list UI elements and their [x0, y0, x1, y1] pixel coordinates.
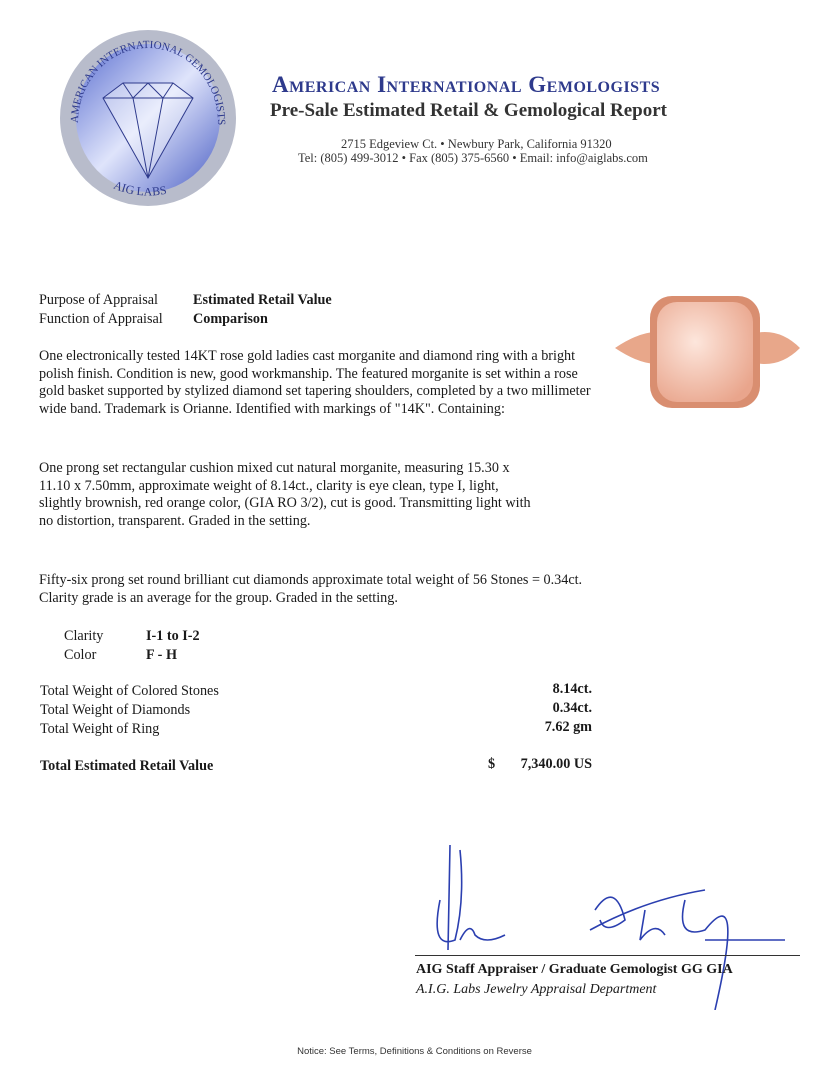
clarity-label: Clarity — [64, 628, 104, 644]
colored-stones-weight-value: 8.14ct. — [552, 681, 592, 697]
function-label: Function of Appraisal — [39, 311, 163, 327]
color-value: F - H — [146, 647, 177, 663]
diamonds-weight-label: Total Weight of Diamonds — [40, 702, 191, 718]
svg-text:AIG LABS: AIG LABS — [111, 177, 168, 199]
retail-value-label: Total Estimated Retail Value — [40, 758, 214, 774]
diamonds-description: Fifty-six prong set round brilliant cut diamonds approximate total weight of 56 Stones = 0.34ct. Clarity grade is an average for the group. Graded in the setting. — [39, 572, 583, 606]
ring-description: One electronically tested 14KT rose gold ladies cast morganite and diamond ring with a bright polish finish. Condition is new, good workmanship. The featured morganite is set within a rose gold basket supported by stylized diamond set tapering shoulders, completed by a two millimeter wide band. Trademark is Orianne. Identified with markings of "14K". Containing: — [39, 348, 591, 417]
appraisal-department: A.I.G. Labs Jewelry Appraisal Department — [416, 982, 657, 997]
colored-stones-weight-label: Total Weight of Colored Stones — [40, 683, 219, 699]
function-value: Comparison — [193, 311, 268, 327]
aig-labs-seal-logo — [58, 28, 238, 208]
report-title: Pre-Sale Estimated Retail & Gemological Report — [270, 100, 667, 121]
ring-weight-value: 7.62 gm — [544, 719, 592, 735]
color-label: Color — [64, 647, 97, 663]
retail-value: 7,340.00 US — [520, 756, 592, 772]
purpose-value: Estimated Retail Value — [193, 292, 332, 308]
purpose-label: Purpose of Appraisal — [39, 292, 158, 308]
company-address: 2715 Edgeview Ct. • Newbury Park, California 91320 — [341, 137, 612, 151]
appraiser-title: AIG Staff Appraiser / Graduate Gemologist GG GIA — [416, 962, 733, 977]
currency-symbol: $ — [488, 756, 496, 772]
ring-weight-label: Total Weight of Ring — [40, 721, 160, 737]
diamonds-weight-value: 0.34ct. — [552, 700, 592, 716]
signature-line — [415, 955, 800, 956]
morganite-description: One prong set rectangular cushion mixed cut natural morganite, measuring 15.30 x 11.10 x 7.50mm, approximate weight of 8.14ct., clarity is eye clean, type I, light, slightly brownish, red orange color, (GIA RO 3/2), cut is good. Transmitting light with no distortion, transparent. Graded in the setting. — [39, 460, 531, 529]
footer-notice: Notice: See Terms, Definitions & Conditions on Reverse — [297, 1046, 532, 1057]
ring-photo — [605, 288, 805, 413]
clarity-value: I-1 to I-2 — [146, 628, 200, 644]
company-contact: Tel: (805) 499-3012 • Fax (805) 375-6560 • Email: info@aiglabs.com — [298, 151, 648, 165]
svg-text:AMERICAN INTERNATIONAL GEMOLOG: AMERICAN INTERNATIONAL GEMOLOGISTS — [68, 38, 228, 126]
company-name: American International Gemologists — [272, 72, 661, 97]
